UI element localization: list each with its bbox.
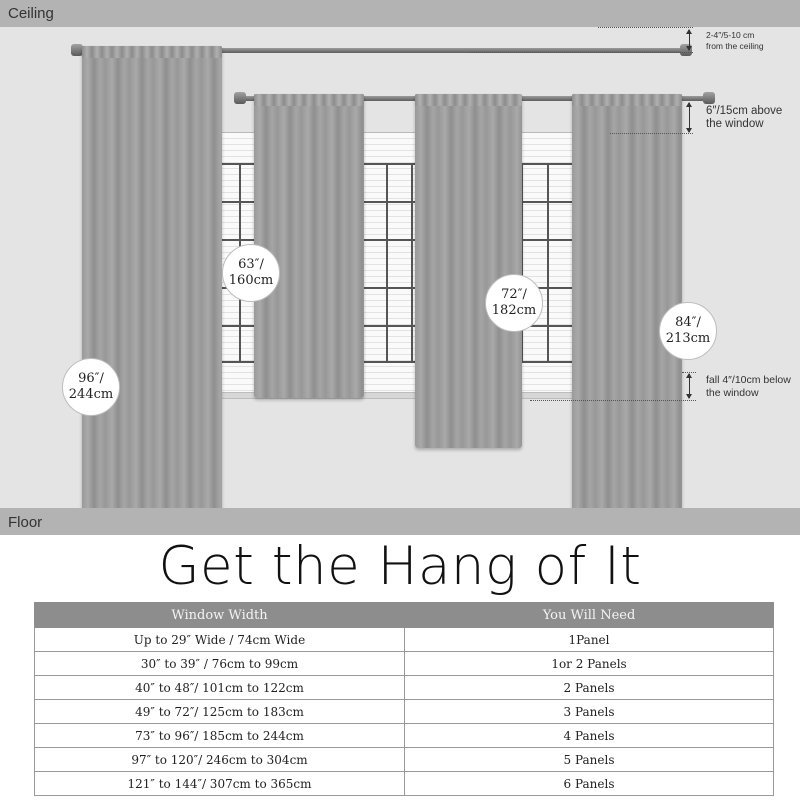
column-header-window-width: Window Width [35, 603, 405, 628]
window-width-cell: Up to 29″ Wide / 74cm Wide [35, 628, 405, 652]
window-width-cell: 97″ to 120″/ 246cm to 304cm [35, 748, 405, 772]
ceiling-gap-arrow [689, 30, 690, 50]
curtain-length-badge [659, 302, 717, 360]
window-mullion [411, 163, 413, 363]
above-window-note-line: 6″/15cm above [706, 105, 783, 117]
table-row [35, 772, 774, 796]
window-mullion [547, 163, 549, 363]
table-row [35, 700, 774, 724]
above-window-note [706, 105, 782, 131]
fall-guide-line [530, 400, 696, 401]
length-imperial: 63″/ [238, 257, 264, 272]
below-window-note [706, 374, 791, 400]
below-window-note-line: fall 4″/10cm below [706, 374, 791, 386]
panels-needed-cell: 1or 2 Panels [405, 652, 774, 676]
panels-needed-cell: 6 Panels [405, 772, 774, 796]
panel-size-table [34, 602, 774, 796]
window-width-cell: 49″ to 72″/ 125cm to 183cm [35, 700, 405, 724]
rod-guide-line [470, 52, 693, 53]
ceiling-guide-line [598, 27, 693, 28]
above-window-arrow [689, 103, 690, 132]
curtain-panel-96 [82, 46, 222, 520]
curtain-panel-63 [254, 94, 364, 398]
ceiling-band [0, 0, 800, 27]
window-width-cell: 121″ to 144″/ 307cm to 365cm [35, 772, 405, 796]
floor-label: Floor [8, 514, 43, 531]
rod-finial [703, 92, 715, 104]
length-imperial: 84″/ [675, 315, 701, 330]
table-row [35, 748, 774, 772]
window-width-cell: 40″ to 48″/ 101cm to 122cm [35, 676, 405, 700]
floor-band [0, 508, 800, 535]
table-row [35, 676, 774, 700]
below-window-note-line: the window [706, 387, 759, 399]
length-imperial: 72″/ [501, 287, 527, 302]
curtain-panel-84 [572, 94, 682, 520]
rod-finial [234, 92, 246, 104]
ceiling-note-line: from the ceiling [706, 41, 764, 51]
above-window-note-line: the window [706, 118, 764, 130]
window-width-cell: 30″ to 39″ / 76cm to 99cm [35, 652, 405, 676]
panels-needed-cell: 1Panel [405, 628, 774, 652]
panels-needed-cell: 2 Panels [405, 676, 774, 700]
length-metric: 244cm [68, 387, 114, 402]
table-row [35, 628, 774, 652]
curtain-length-badge [485, 274, 543, 332]
window-mullion [386, 163, 388, 363]
panels-needed-cell: 5 Panels [405, 748, 774, 772]
table-header-row [35, 603, 774, 628]
below-window-arrow [689, 374, 690, 398]
panels-needed-cell: 4 Panels [405, 724, 774, 748]
length-metric: 160cm [228, 273, 274, 288]
length-metric: 182cm [491, 303, 537, 318]
table-row [35, 724, 774, 748]
curtain-panel-72 [415, 94, 522, 448]
length-imperial: 96″/ [78, 371, 104, 386]
headline: Get the Hang of It [158, 536, 642, 597]
ceiling-gap-note [706, 30, 764, 52]
curtain-length-badge [222, 244, 280, 302]
ceiling-label: Ceiling [8, 5, 54, 22]
curtain-length-badge [62, 358, 120, 416]
length-metric: 213cm [665, 331, 711, 346]
table-row [35, 652, 774, 676]
panels-needed-cell: 3 Panels [405, 700, 774, 724]
column-header-you-will-need: You Will Need [405, 603, 774, 628]
window-top-guide-line [610, 133, 693, 134]
ceiling-note-line: 2-4″/5-10 cm [706, 30, 755, 40]
window-width-cell: 73″ to 96″/ 185cm to 244cm [35, 724, 405, 748]
